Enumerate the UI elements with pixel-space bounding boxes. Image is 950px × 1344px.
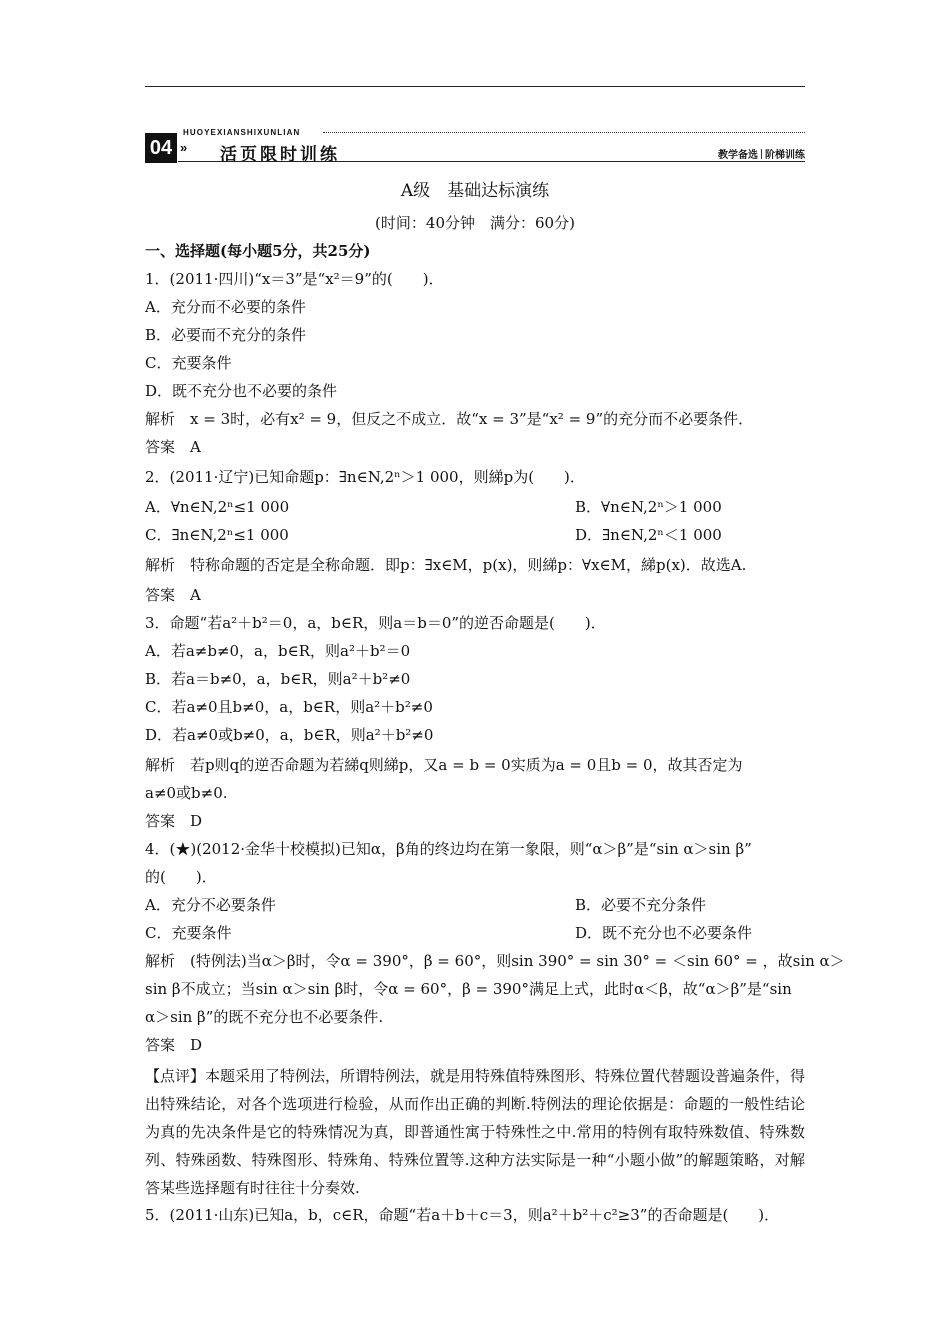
q2-option-c: C．∃n∈N,2ⁿ≤1 000 <box>145 526 289 544</box>
q4-option-c: C．充要条件 <box>145 924 232 942</box>
banner-pinyin: HUOYEXIANSHIXUNLIAN <box>183 128 301 137</box>
q3-solution-line1: 解析 若p则q的逆否命题为若綈q则綈p，又a = b = 0实质为a = 0且b = 0，故其否定为 <box>145 756 743 774</box>
q2-option-a: A．∀n∈N,2ⁿ≤1 000 <box>145 498 290 516</box>
q4-solution-line3: α＞sin β”的既不充分也不必要条件. <box>145 1008 384 1026</box>
question-4-line1: 4．(★)(2012·金华十校模拟)已知α，β角的终边均在第一象限，则“α＞β”是“sin α＞sin β” <box>145 840 752 858</box>
q3-option-a: A．若a≠b≠0，a，b∈R，则a²＋b²＝0 <box>145 642 411 660</box>
q4-option-d: D．既不充分也不必要条件 <box>575 924 753 942</box>
question-4-line2: 的( )． <box>145 868 217 886</box>
time-score-note: (时间：40分钟 满分：60分) <box>375 214 575 232</box>
section-number-badge: 04 <box>145 133 177 163</box>
q3-solution-line2: a≠0或b≠0. <box>145 784 228 802</box>
q2-answer: 答案 A <box>145 586 201 604</box>
banner-dotted-line <box>323 132 805 133</box>
question-1: 1．(2011·四川)“x＝3”是“x²＝9”的( )． <box>145 270 444 288</box>
q1-option-b: B．必要而不充分的条件 <box>145 326 307 344</box>
q2-option-b: B．∀n∈N,2ⁿ＞1 000 <box>575 498 722 516</box>
q1-answer: 答案 A <box>145 438 201 456</box>
q1-option-d: D．既不充分也不必要的条件 <box>145 382 338 400</box>
q4-option-b: B．必要不充分条件 <box>575 896 707 914</box>
top-rule <box>145 86 805 87</box>
q1-solution: 解析 x = 3时，必有x² = 9，但反之不成立．故“x = 3”是“x² = 9”的充分而不必要条件． <box>145 410 754 428</box>
banner-title: 活页限时训练 <box>220 145 340 165</box>
banner-right-tag <box>718 146 805 161</box>
tag-separator <box>761 149 762 159</box>
q1-option-c: C．充要条件 <box>145 354 232 372</box>
q2-solution: 解析 特称命题的否定是全称命题．即p：∃x∈M，p(x)，则綈p：∀x∈M，綈p(x)．故选A. <box>145 556 747 574</box>
q4-option-a: A．充分不必要条件 <box>145 896 276 914</box>
double-arrow-icon: » <box>180 140 188 155</box>
q3-option-d: D．若a≠0或b≠0，a，b∈R，则a²＋b²≠0 <box>145 726 434 744</box>
q4-solution-line1: 解析 (特例法)当α＞β时，令α = 390°，β = 60°，则sin 390° = sin 30° = ＜sin 60° = ，故sin α＞ <box>145 952 845 970</box>
q1-option-a: A．充分而不必要的条件 <box>145 298 306 316</box>
section-banner <box>145 130 805 164</box>
question-5: 5．(2011·山东)已知a，b，c∈R，命题“若a＋b＋c＝3，则a²＋b²＋c²≥3”的否命题是( )． <box>145 1206 780 1224</box>
q3-answer: 答案 D <box>145 812 203 830</box>
question-3: 3．命题“若a²＋b²＝0，a，b∈R，则a＝b＝0”的逆否命题是( )． <box>145 614 606 632</box>
banner-tag-b: 阶梯训练 <box>765 150 805 161</box>
q2-option-d: D．∃n∈N,2ⁿ＜1 000 <box>575 526 722 544</box>
section-title: 一、选择题(每小题5分，共25分) <box>145 242 371 260</box>
level-heading: A级 基础达标演练 <box>400 181 550 201</box>
question-2: 2．(2011·辽宁)已知命题p：∃n∈N,2ⁿ＞1 000，则綈p为( )． <box>145 468 585 486</box>
banner-underline <box>178 161 805 162</box>
q3-option-b: B．若a＝b≠0，a，b∈R，则a²＋b²≠0 <box>145 670 411 688</box>
comment-paragraph: 【点评】本题采用了特例法，所谓特例法，就是用特殊值特殊图形、特殊位置代替题设普遍条件，得出特殊结论，对各个选项进行检验，从而作出正确的判断.特例法的理论依据是：命题的一般性结论为真的先决条件是它的特殊情况为真，即普通性寓于特殊性之中.常用的特例有取特殊数值、特殊数列、特殊函数、特殊图形、特殊角、特殊位置等.这种方法实际是一种“小题小做”的解题策略，对解答某些选择题有时往往十分奏效. <box>145 1067 806 1197</box>
banner-tag-a: 教学备选 <box>718 150 758 161</box>
q3-option-c: C．若a≠0且b≠0，a，b∈R，则a²＋b²≠0 <box>145 698 433 716</box>
q4-solution-line2: sin β不成立；当sin α＞sin β时，令α = 60°，β = 390°满足上式，此时α＜β，故“α＞β”是“sin <box>145 980 792 998</box>
q4-answer: 答案 D <box>145 1036 203 1054</box>
